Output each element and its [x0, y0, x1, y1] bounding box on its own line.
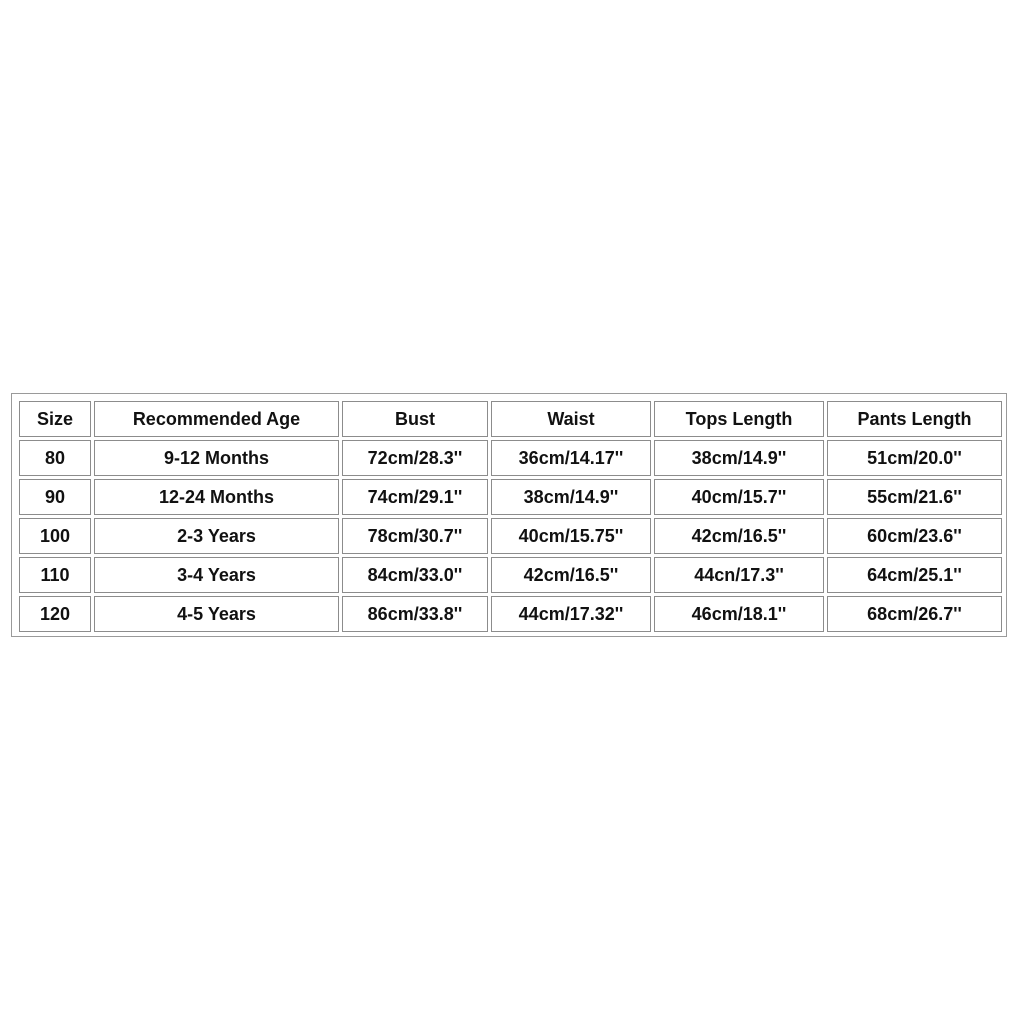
cell-pants-length: 60cm/23.6'': [827, 518, 1002, 554]
size-table: [16, 398, 1005, 635]
header-pants-length: Pants Length: [827, 401, 1002, 437]
cell-bust: 86cm/33.8'': [342, 596, 488, 632]
cell-tops-length: 42cm/16.5'': [654, 518, 824, 554]
cell-pants-length: 51cm/20.0'': [827, 440, 1002, 476]
cell-bust: 84cm/33.0'': [342, 557, 488, 593]
table-row: [19, 557, 1002, 593]
cell-recommended-age: 12-24 Months: [94, 479, 339, 515]
cell-size: 110: [19, 557, 91, 593]
table-row: [19, 440, 1002, 476]
cell-size: 120: [19, 596, 91, 632]
header-tops-length: Tops Length: [654, 401, 824, 437]
cell-waist: 42cm/16.5'': [491, 557, 651, 593]
cell-pants-length: 68cm/26.7'': [827, 596, 1002, 632]
table-header-row: [19, 401, 1002, 437]
cell-waist: 36cm/14.17'': [491, 440, 651, 476]
cell-size: 90: [19, 479, 91, 515]
cell-recommended-age: 9-12 Months: [94, 440, 339, 476]
cell-bust: 72cm/28.3'': [342, 440, 488, 476]
cell-waist: 44cm/17.32'': [491, 596, 651, 632]
cell-tops-length: 38cm/14.9'': [654, 440, 824, 476]
cell-tops-length: 40cm/15.7'': [654, 479, 824, 515]
cell-tops-length: 44cn/17.3'': [654, 557, 824, 593]
cell-recommended-age: 4-5 Years: [94, 596, 339, 632]
cell-bust: 78cm/30.7'': [342, 518, 488, 554]
table-row: [19, 479, 1002, 515]
cell-pants-length: 55cm/21.6'': [827, 479, 1002, 515]
size-chart: [11, 393, 1007, 637]
cell-recommended-age: 3-4 Years: [94, 557, 339, 593]
cell-waist: 40cm/15.75'': [491, 518, 651, 554]
table-row: [19, 596, 1002, 632]
cell-waist: 38cm/14.9'': [491, 479, 651, 515]
cell-size: 100: [19, 518, 91, 554]
header-recommended-age: Recommended Age: [94, 401, 339, 437]
cell-size: 80: [19, 440, 91, 476]
table-row: [19, 518, 1002, 554]
cell-pants-length: 64cm/25.1'': [827, 557, 1002, 593]
header-bust: Bust: [342, 401, 488, 437]
cell-recommended-age: 2-3 Years: [94, 518, 339, 554]
cell-tops-length: 46cm/18.1'': [654, 596, 824, 632]
cell-bust: 74cm/29.1'': [342, 479, 488, 515]
header-size: Size: [19, 401, 91, 437]
header-waist: Waist: [491, 401, 651, 437]
